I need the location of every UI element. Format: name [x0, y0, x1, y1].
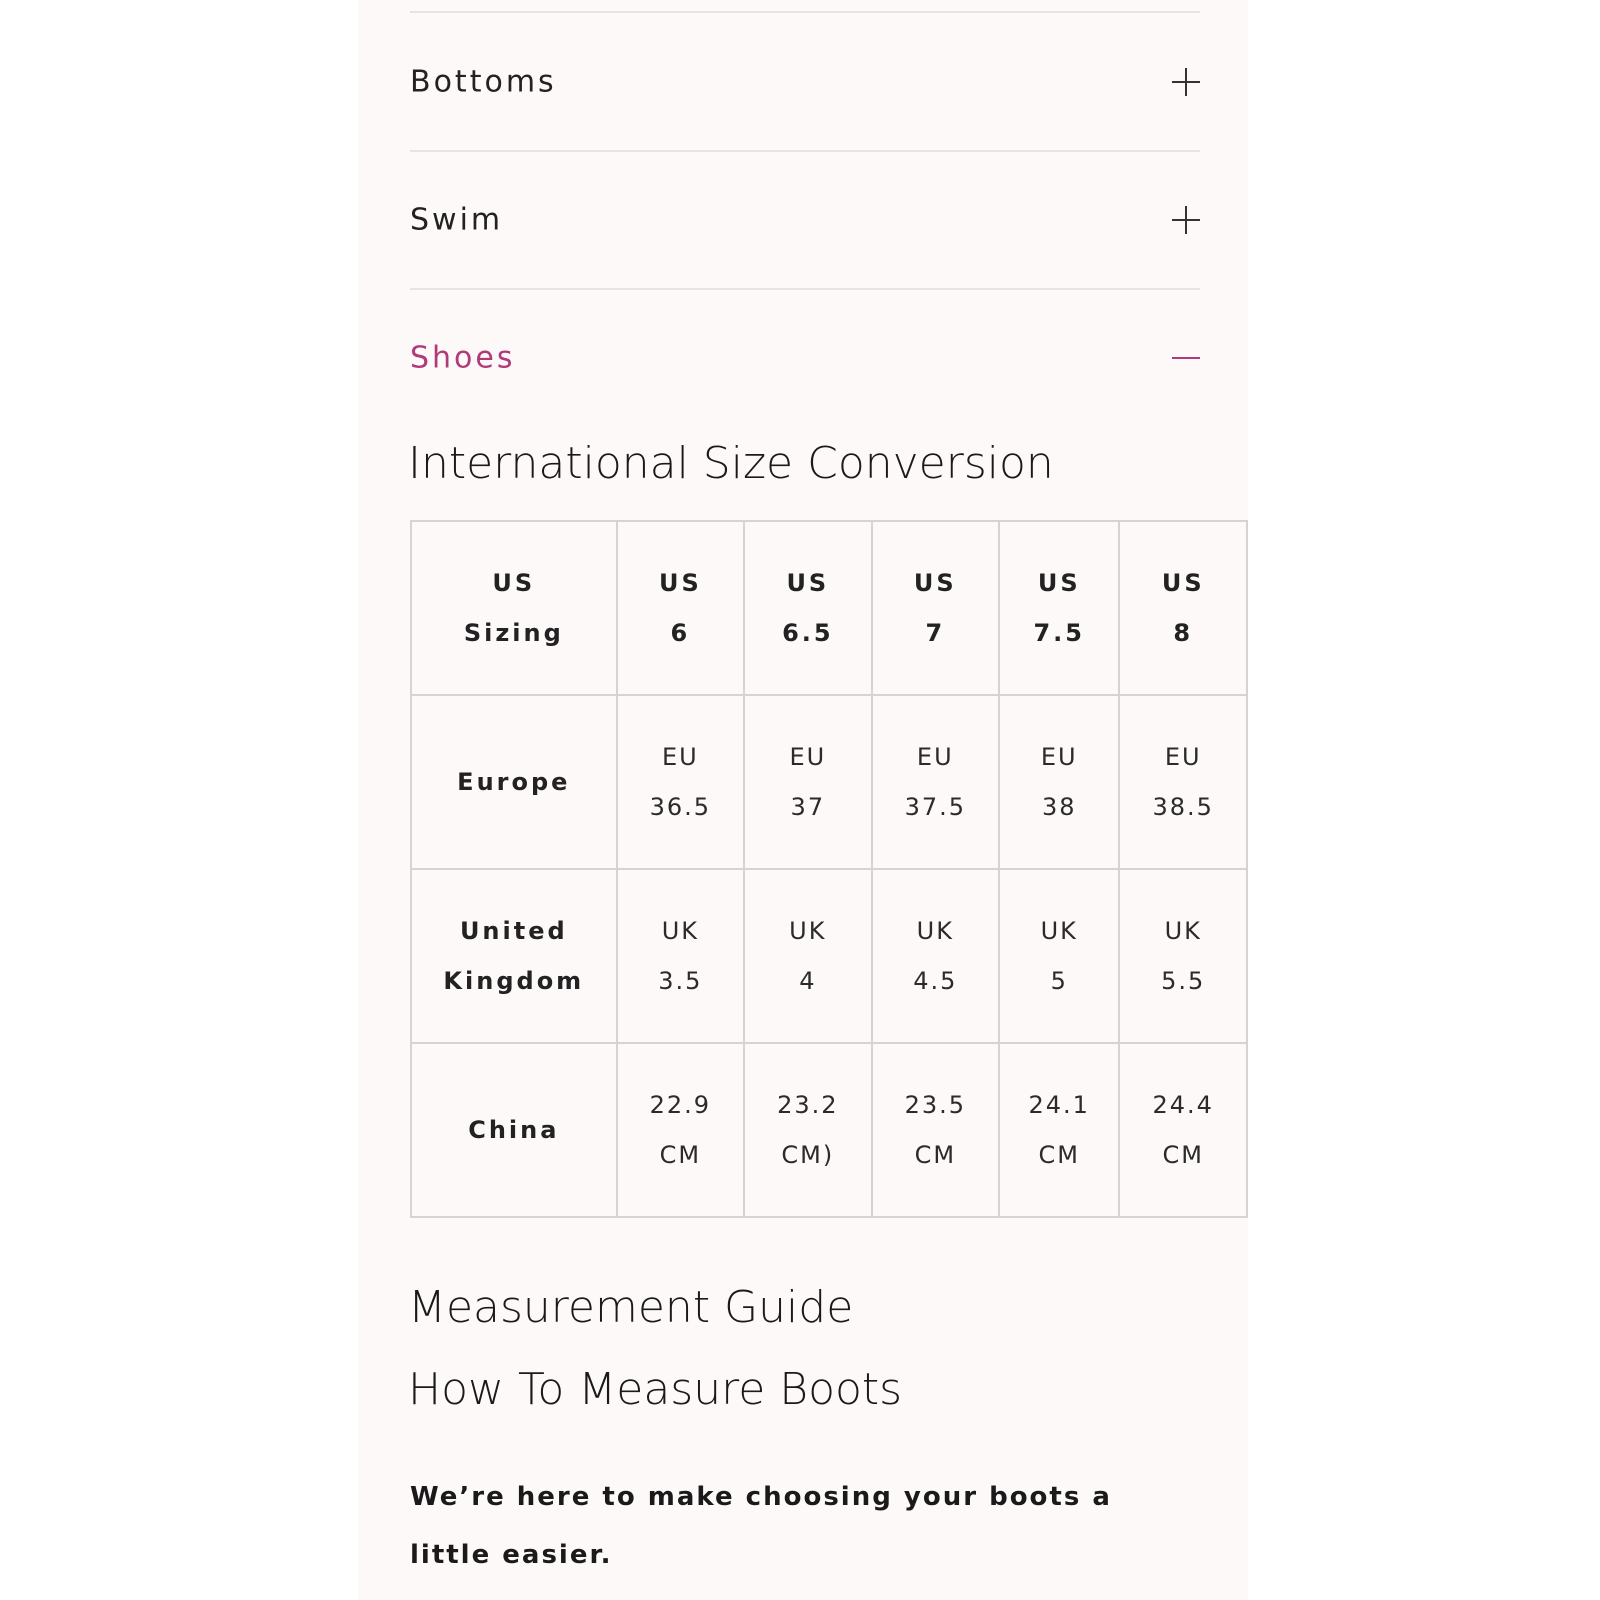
table-header-cell: US 7.5	[999, 521, 1119, 695]
table-row	[411, 1043, 1247, 1217]
row-label-cell: Europe	[411, 695, 617, 869]
size-table-scroller[interactable]	[410, 520, 1248, 1230]
accordion-label-swim: Swim	[410, 202, 504, 238]
table-cell: UK 5	[999, 869, 1119, 1043]
table-header-cell: US 6.5	[744, 521, 871, 695]
plus-icon[interactable]	[1172, 206, 1200, 234]
table-cell: 23.2 CM)	[744, 1043, 871, 1217]
size-guide-panel	[358, 0, 1248, 1600]
table-cell: EU 36.5	[617, 695, 744, 869]
table-row	[411, 521, 1247, 695]
table-row	[411, 869, 1247, 1043]
table-cell: UK 4	[744, 869, 871, 1043]
measurement-guide-title: Measurement Guide	[408, 1282, 854, 1333]
table-cell: 23.5 CM	[872, 1043, 999, 1217]
table-cell: UK 3.5	[617, 869, 744, 1043]
intro-text: We’re here to make choosing your boots a little easier.	[410, 1482, 1112, 1570]
accordion-item-shoes[interactable]	[410, 328, 1200, 388]
table-row	[411, 695, 1247, 869]
accordion-label-bottoms: Bottoms	[410, 64, 557, 100]
accordion-item-swim[interactable]	[410, 190, 1200, 250]
table-cell: EU 37	[744, 695, 871, 869]
divider	[410, 11, 1200, 13]
row-label-cell: United Kingdom	[411, 869, 617, 1043]
divider	[410, 150, 1200, 152]
table-header-cell: US 8	[1119, 521, 1247, 695]
divider	[410, 288, 1200, 290]
how-to-measure-title: How To Measure Boots	[408, 1364, 903, 1415]
table-cell: 22.9 CM	[617, 1043, 744, 1217]
table-cell: EU 37.5	[872, 695, 999, 869]
table-header-cell: US 6	[617, 521, 744, 695]
row-label-cell: China	[411, 1043, 617, 1217]
minus-icon[interactable]	[1172, 344, 1200, 372]
table-cell: 24.1 CM	[999, 1043, 1119, 1217]
table-cell: EU 38.5	[1119, 695, 1247, 869]
table-cell: UK 5.5	[1119, 869, 1247, 1043]
size-conversion-table	[410, 520, 1248, 1218]
table-header-cell: US 7	[872, 521, 999, 695]
accordion-label-shoes: Shoes	[410, 340, 516, 376]
accordion-item-bottoms[interactable]	[410, 52, 1200, 112]
table-cell: 24.4 CM	[1119, 1043, 1247, 1217]
table-header-cell: US Sizing	[411, 521, 617, 695]
plus-icon[interactable]	[1172, 68, 1200, 96]
table-cell: UK 4.5	[872, 869, 999, 1043]
conversion-title: International Size Conversion	[408, 438, 1054, 489]
table-cell: EU 38	[999, 695, 1119, 869]
